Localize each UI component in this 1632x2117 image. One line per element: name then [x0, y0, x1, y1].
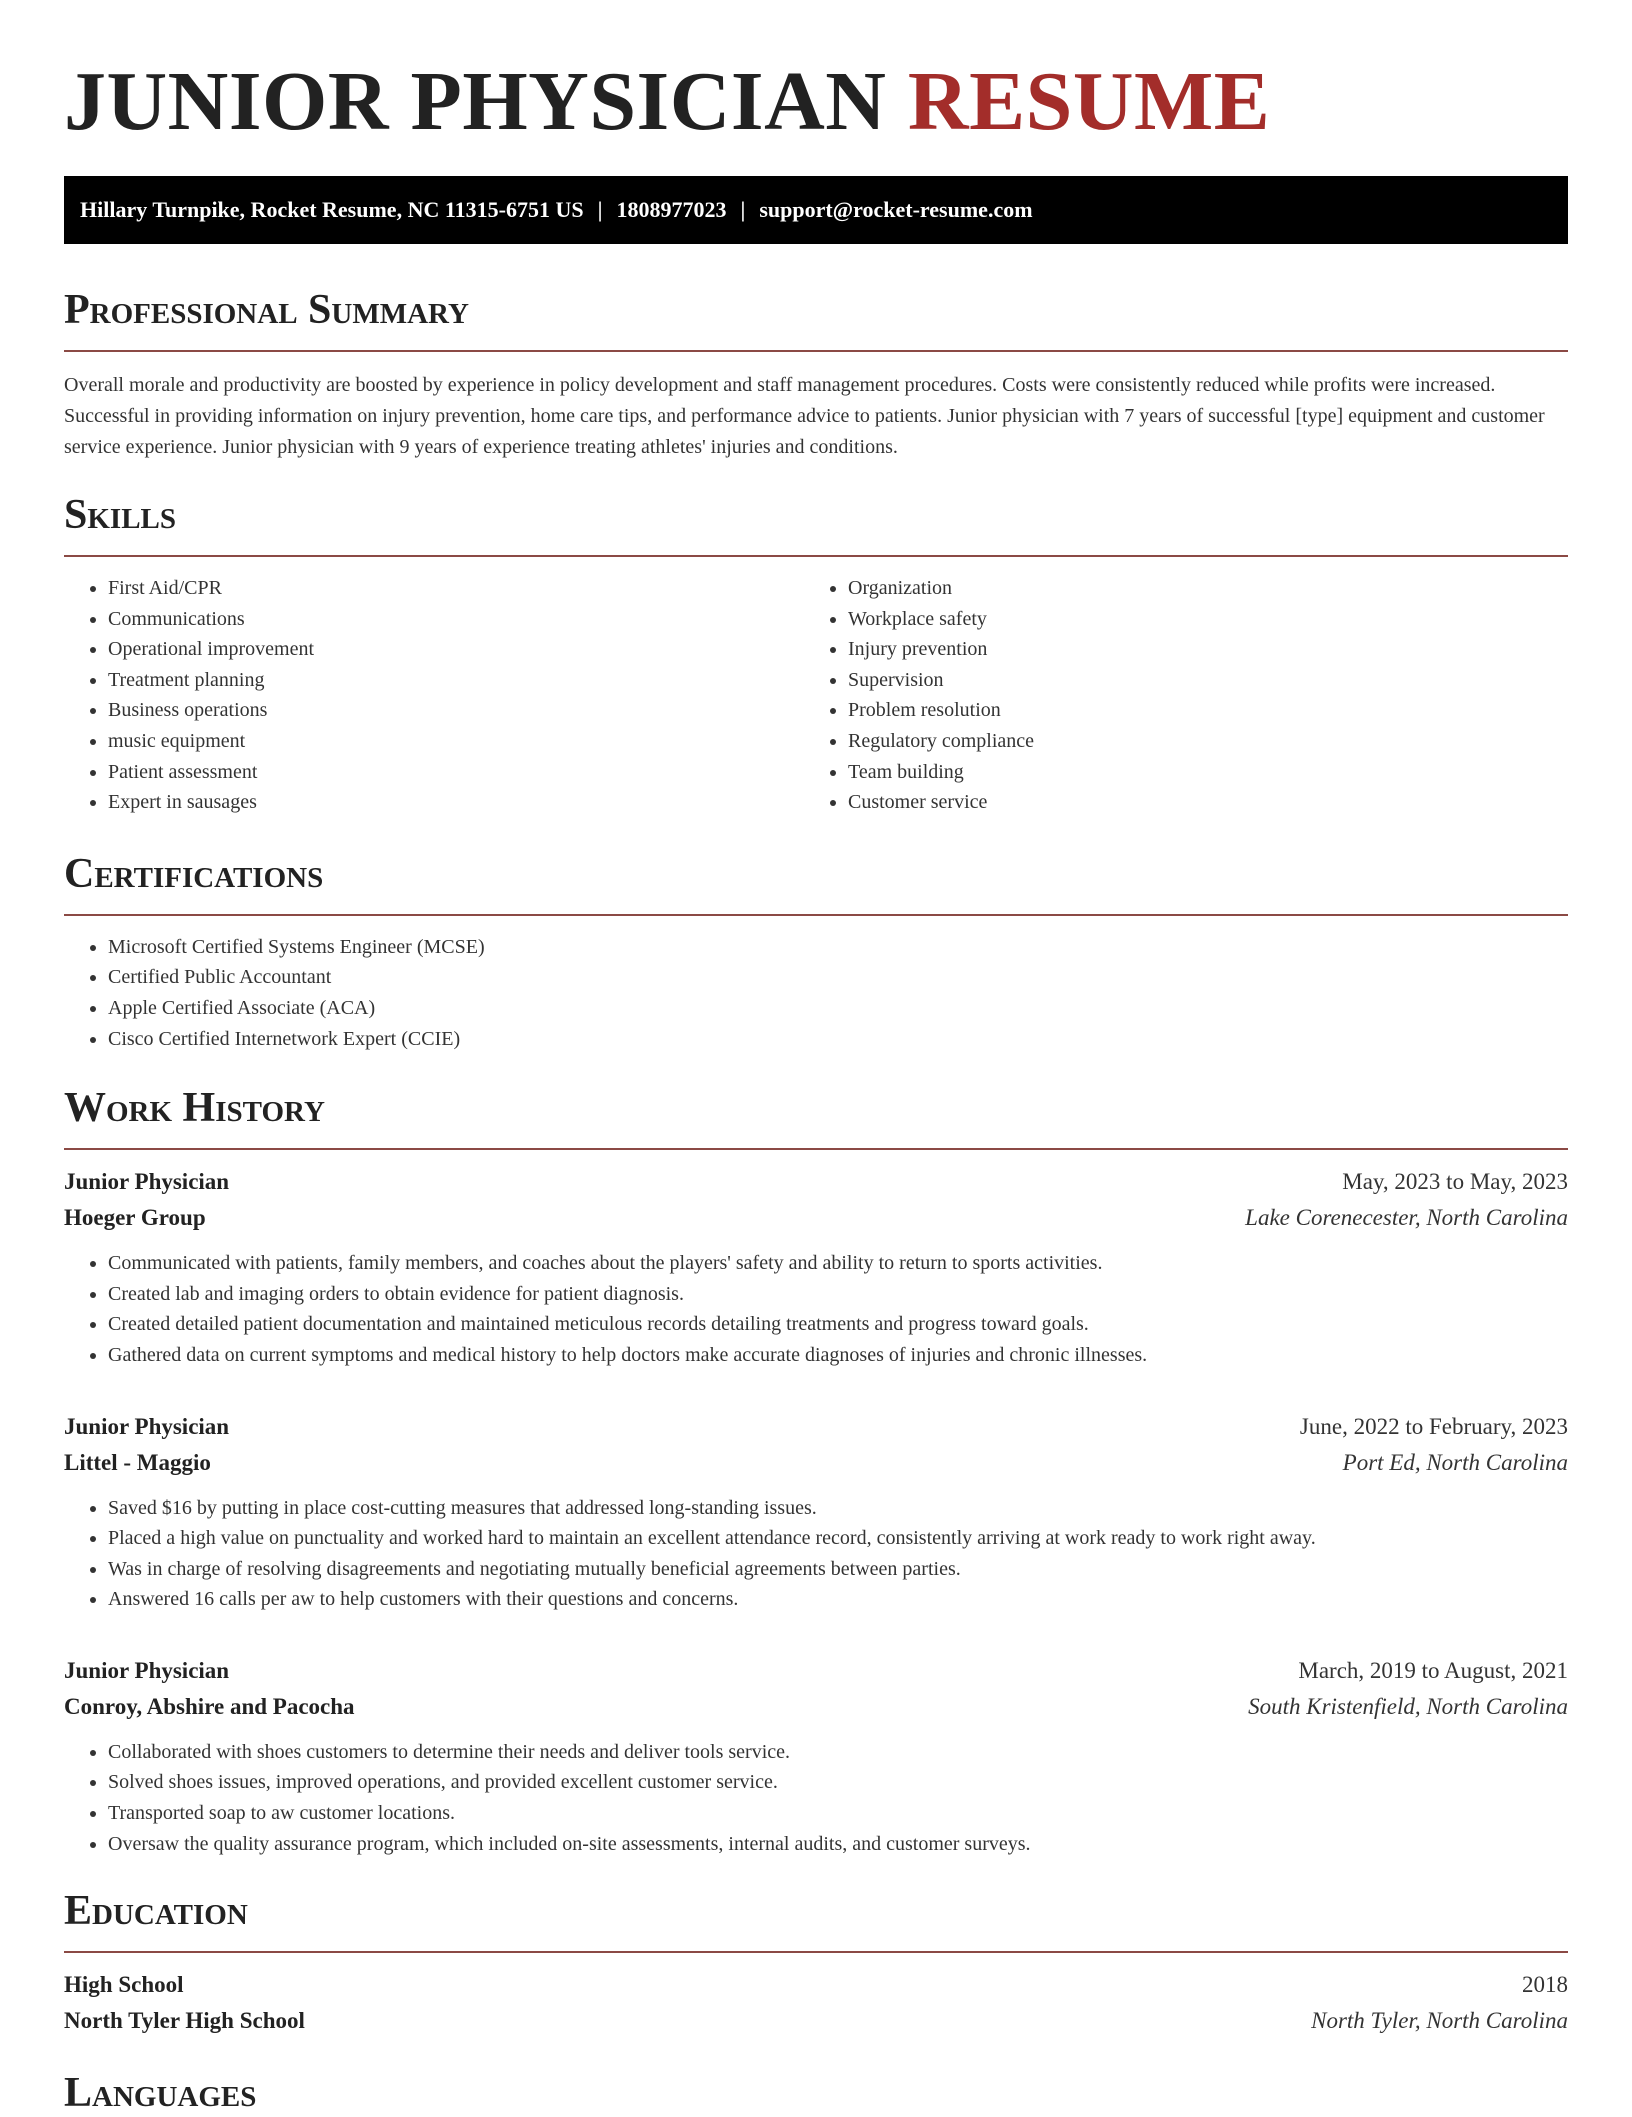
contact-address: Hillary Turnpike, Rocket Resume, NC 11315-6751 US	[80, 197, 584, 222]
title-main: JUNIOR PHYSICIAN	[64, 55, 887, 148]
list-item: • Organization	[848, 573, 1544, 604]
job-location: Port Ed, North Carolina	[1342, 1449, 1568, 1475]
list-item: • Microsoft Certified Systems Engineer (MCSE)	[108, 932, 1568, 963]
title-accent: RESUME	[907, 55, 1271, 148]
contact-phone: 1808977023	[616, 197, 727, 222]
contact-email: support@rocket-resume.com	[759, 197, 1033, 222]
job-entry	[64, 1409, 1568, 1615]
job-dates: June, 2022 to February, 2023	[1299, 1413, 1568, 1439]
list-item: • Operational improvement	[108, 634, 804, 665]
list-item: • Regulatory compliance	[848, 726, 1544, 757]
job-company: Hoeger Group	[64, 1205, 206, 1231]
education-entry	[64, 1967, 1568, 2039]
job-header-row	[64, 1164, 1568, 1200]
section-heading: Education	[64, 1888, 248, 1935]
section-heading: Work History	[64, 1085, 325, 1132]
section-heading: Languages	[64, 2070, 257, 2117]
list-item: • Transported soap to aw customer locations.	[108, 1798, 1568, 1829]
job-header-row	[64, 1409, 1568, 1445]
job-header-row	[64, 1653, 1568, 1689]
section-divider	[64, 555, 1568, 557]
certifications-section	[64, 850, 1568, 1054]
job-dates: March, 2019 to August, 2021	[1298, 1657, 1568, 1683]
contact-separator: |	[740, 197, 746, 222]
resume-title	[64, 55, 1568, 148]
list-item: • Business operations	[108, 695, 804, 726]
list-item: • Injury prevention	[848, 634, 1544, 665]
list-item: • Answered 16 calls per aw to help customers with their questions and concerns.	[108, 1584, 1568, 1615]
education-degree: High School	[64, 1972, 184, 1998]
job-title: Junior Physician	[64, 1169, 230, 1195]
list-item: • Customer service	[848, 787, 1544, 818]
job-location: Lake Corenecester, North Carolina	[1245, 1205, 1568, 1231]
job-company-row	[64, 1445, 1568, 1481]
summary-text: Overall morale and productivity are boosted by experience in policy development and staff management procedures. Costs were consistently reduced while profits were increased. Successful in providing information on injury prevention, home care tips, and performance advice to patients. Junior physician with 7 years of successful [type] equipment and customer service experience. Junior physician with 9 years of experience treating athletes' injuries and conditions.	[64, 374, 1545, 458]
education-year: 2018	[1522, 1972, 1568, 1998]
work-history-section	[64, 1084, 1568, 1859]
list-item: • Patient assessment	[108, 757, 804, 788]
job-entry	[64, 1164, 1568, 1370]
list-item: • Workplace safety	[848, 604, 1544, 635]
education-location: North Tyler, North Carolina	[1311, 2008, 1568, 2034]
skills-grid	[64, 573, 1568, 818]
section-divider	[64, 1951, 1568, 1953]
list-item: • Gathered data on current symptoms and medical history to help doctors make accurate diagnoses of injuries and chronic illnesses.	[108, 1340, 1568, 1371]
section-heading: Certifications	[64, 850, 324, 897]
section-heading: Skills	[64, 492, 177, 538]
list-item: • Treatment planning	[108, 665, 804, 696]
list-item: • Apple Certified Associate (ACA)	[108, 993, 1568, 1024]
list-item: • Placed a high value on punctuality and worked hard to maintain an excellent attendance record, consistently arriving at work ready to work right away.	[108, 1523, 1568, 1554]
list-item: • Expert in sausages	[108, 787, 804, 818]
education-school-row	[64, 2003, 1568, 2039]
job-title: Junior Physician	[64, 1413, 230, 1439]
list-item: • Created detailed patient documentation and maintained meticulous records detailing treatments and progress toward goals.	[108, 1309, 1568, 1340]
job-dates: May, 2023 to May, 2023	[1342, 1169, 1568, 1195]
list-item: • Cisco Certified Internetwork Expert (CCIE)	[108, 1024, 1568, 1055]
section-heading: Professional Summary	[64, 287, 469, 333]
job-company-row	[64, 1689, 1568, 1725]
list-item: • Oversaw the quality assurance program, which included on-site assessments, internal audits, and customer surveys.	[108, 1829, 1568, 1860]
contact-bar	[64, 176, 1568, 244]
list-item: • Team building	[848, 757, 1544, 788]
list-item: • Problem resolution	[848, 695, 1544, 726]
education-school: North Tyler High School	[64, 2008, 305, 2034]
job-location: South Kristenfield, North Carolina	[1248, 1693, 1568, 1719]
skills-section	[64, 491, 1568, 818]
resume-page	[64, 0, 1568, 2117]
job-company: Conroy, Abshire and Pacocha	[64, 1693, 355, 1719]
job-company: Littel - Maggio	[64, 1449, 211, 1475]
list-item: • Solved shoes issues, improved operations, and provided excellent customer service.	[108, 1767, 1568, 1798]
summary-section	[64, 286, 1568, 463]
list-item: • First Aid/CPR	[108, 573, 804, 604]
education-header-row	[64, 1967, 1568, 2003]
list-item: • music equipment	[108, 726, 804, 757]
job-title: Junior Physician	[64, 1657, 230, 1683]
education-section	[64, 1887, 1568, 2039]
section-divider	[64, 1148, 1568, 1150]
job-entry	[64, 1653, 1568, 1859]
list-item: • Collaborated with shoes customers to determine their needs and deliver tools service.	[108, 1737, 1568, 1768]
contact-separator: |	[597, 197, 603, 222]
languages-section	[64, 2069, 1568, 2117]
list-item: • Certified Public Accountant	[108, 962, 1568, 993]
list-item: • Supervision	[848, 665, 1544, 696]
job-company-row	[64, 1200, 1568, 1236]
list-item: • Created lab and imaging orders to obtain evidence for patient diagnosis.	[108, 1279, 1568, 1310]
list-item: • Communicated with patients, family members, and coaches about the players' safety and ability to return to sports activities.	[108, 1248, 1568, 1279]
list-item: • Communications	[108, 604, 804, 635]
list-item: • Saved $16 by putting in place cost-cutting measures that addressed long-standing issues.	[108, 1493, 1568, 1524]
skills-column-left	[64, 573, 804, 818]
section-divider	[64, 350, 1568, 352]
section-divider	[64, 914, 1568, 916]
list-item: • Was in charge of resolving disagreements and negotiating mutually beneficial agreements between parties.	[108, 1554, 1568, 1585]
skills-column-right	[804, 573, 1544, 818]
